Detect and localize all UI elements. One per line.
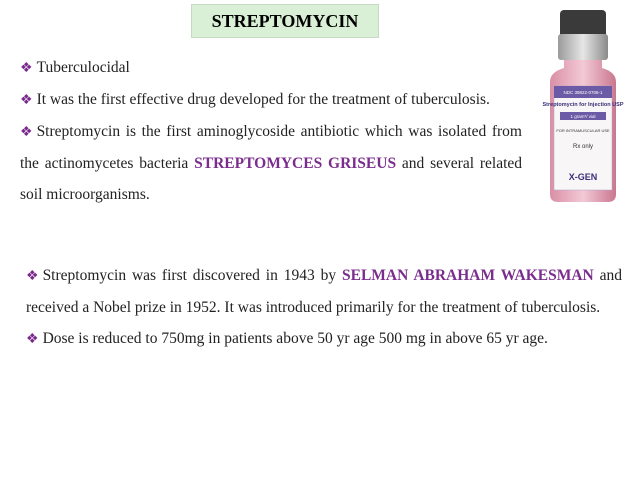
- vial-label-strength: 1 gram*/ vial: [570, 114, 596, 119]
- vial-label-name: Streptomycin for Injection USP: [542, 102, 624, 108]
- bullet-item-tuberculocidal: ❖ Tuberculocidal: [20, 52, 522, 84]
- diamond-bullet-icon: ❖: [20, 125, 33, 140]
- slide-title: [191, 4, 379, 38]
- vial-label-brand: X-GEN: [568, 172, 598, 182]
- streptomycin-vial-image: [538, 8, 628, 204]
- bullet-block-2: [26, 260, 622, 355]
- bullet-item-first-drug: ❖ It was the first effective drug developed for the treatment of tuberculosis.: [20, 84, 522, 116]
- vial-label-use: FOR INTRAMUSCULAR USE: [556, 128, 610, 133]
- bullet-item-discovery: ❖ Streptomycin was first discovered in 1943 by SELMAN ABRAHAM WAKESMAN and received a Nobel prize in 1952. It was introduced primarily for the treatment of tuberculosis.: [26, 260, 622, 323]
- organism-name: STREPTOMYCES GRISEUS: [194, 155, 397, 172]
- bullet-item-aminoglycoside: ❖ Streptomycin is the first aminoglycoside antibiotic which was isolated from the actinomycetes bacteria STREPTOMYCES GRISEUS and several related soil microorganisms.: [20, 116, 522, 210]
- diamond-bullet-icon: ❖: [26, 332, 39, 347]
- slide-title-text: STREPTOMYCIN: [211, 10, 359, 31]
- bullet-block-1: [20, 52, 522, 210]
- bullet-item-dose: ❖ Dose is reduced to 750mg in patients above 50 yr age 500 mg in above 65 yr age.: [26, 323, 622, 355]
- diamond-bullet-icon: ❖: [20, 61, 33, 76]
- vial-crimp: [558, 34, 608, 60]
- diamond-bullet-icon: ❖: [20, 93, 33, 108]
- vial-label-code: NDC 39822-0706-1: [563, 90, 603, 95]
- vial-label-rx: Rx only: [572, 144, 594, 150]
- discoverer-name: SELMAN ABRAHAM WAKESMAN: [341, 267, 594, 284]
- diamond-bullet-icon: ❖: [26, 269, 39, 284]
